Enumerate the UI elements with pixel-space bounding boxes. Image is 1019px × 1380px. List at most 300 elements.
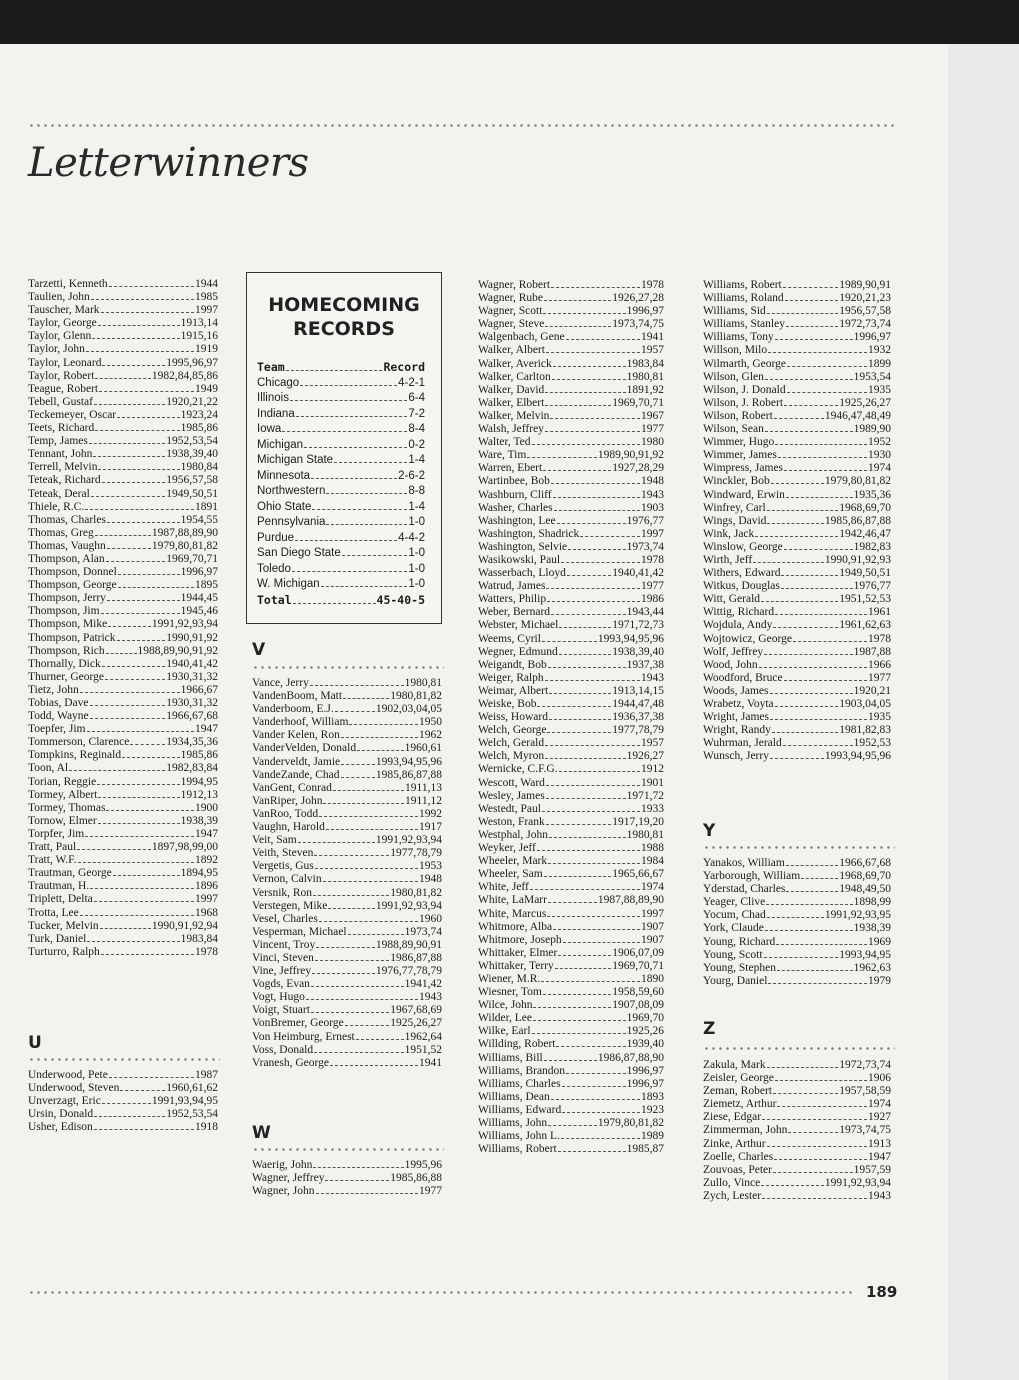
entry-name: Walker, Elbert: [478, 396, 545, 409]
letterwinner-row: [478, 685, 664, 698]
entry-years: 1966: [868, 658, 891, 671]
entry-name: Vogt, Hugo: [252, 991, 305, 1004]
entry-name: Wagner, Robert: [478, 279, 551, 291]
homecoming-title-line2: RECORDS: [293, 318, 395, 340]
letterwinner-row: [703, 936, 891, 949]
dash-leader: [102, 482, 166, 483]
dash-leader: [100, 928, 151, 929]
letterwinner-row: [703, 737, 891, 750]
entry-years: 1952,53: [853, 737, 891, 750]
dash-leader: [98, 325, 180, 326]
letterwinner-row: [478, 318, 664, 331]
dash-leader: [311, 1012, 389, 1013]
dash-leader: [314, 1052, 403, 1053]
dash-leader: [551, 483, 640, 484]
entry-years: 1990,91,92,93: [824, 553, 891, 566]
entry-years: 1996,97: [626, 1077, 664, 1090]
dash-leader: [766, 904, 852, 905]
entry-years: 1980,81: [626, 370, 664, 383]
dash-leader: [566, 339, 640, 340]
letterwinner-row: [28, 1082, 218, 1095]
dash-leader: [105, 679, 165, 680]
entry-name: Vernon, Calvin: [252, 873, 322, 886]
entry-years: 1-0: [408, 547, 425, 559]
entry-name: Wojtowicz, George: [703, 632, 792, 645]
entry-name: Wegner, Edmund: [478, 645, 558, 658]
dash-leader: [561, 1138, 640, 1139]
entry-name: Wartinbee, Bob: [478, 475, 550, 488]
entry-years: 1936,37,38: [612, 711, 664, 724]
dash-leader: [98, 797, 179, 798]
letterwinner-row: [252, 729, 442, 742]
letterwinner-row: [28, 632, 218, 645]
entry-years: 1896: [195, 880, 218, 893]
letterwinner-row: [252, 900, 442, 913]
section-v-rule: [252, 666, 444, 669]
entry-years: 1891,92: [626, 383, 664, 396]
dash-leader: [543, 994, 611, 995]
dash-leader: [80, 692, 180, 693]
entry-years: 1945,46: [180, 605, 218, 618]
entry-name: Willson, Milo: [703, 344, 768, 357]
entry-name: Tietz, John: [28, 683, 79, 696]
letterwinner-row: [478, 593, 664, 606]
entry-years: 1956,57,58: [166, 474, 218, 487]
letterwinner-row: [28, 671, 218, 684]
letterwinner-row: [703, 475, 891, 488]
entry-name: Wood, John: [703, 658, 758, 671]
dash-leader: [787, 392, 867, 393]
dash-leader: [312, 973, 375, 974]
entry-name: Toepfer, Jim: [28, 723, 86, 736]
entry-name: Weiger, Ralph: [478, 671, 544, 684]
entry-years: 1962: [419, 729, 442, 742]
letterwinner-row: [478, 619, 664, 632]
dash-leader: [316, 947, 375, 948]
letterwinner-row: [28, 579, 218, 592]
entry-name: Williams, Edward: [478, 1103, 562, 1116]
letterwinner-row: [28, 461, 218, 474]
letterwinner-row: [703, 606, 891, 619]
dash-leader: [775, 339, 853, 340]
entry-years: 1927: [868, 1111, 891, 1124]
entry-years: 1977: [868, 671, 891, 684]
entry-name: Teteak, Richard: [28, 474, 101, 487]
entry-years: 1991,93,94,95: [151, 1095, 218, 1108]
dash-leader: [781, 575, 838, 576]
letterwinner-row: [252, 965, 442, 978]
entry-years: 1907,08,09: [612, 999, 664, 1012]
dash-leader: [767, 1146, 867, 1147]
letterwinner-row: [703, 292, 891, 305]
letterwinner-row: [252, 939, 442, 952]
entry-years: 1946,47,48,49: [824, 409, 891, 422]
letterwinner-row: [252, 795, 442, 808]
letterwinner-row: [252, 756, 442, 769]
dash-leader: [341, 777, 375, 778]
entry-years: 1978: [641, 553, 664, 566]
letterwinner-row: [478, 646, 664, 659]
entry-years: 1986: [641, 593, 664, 606]
letterwinner-row: [703, 857, 891, 870]
entry-name: Wilson, Robert: [703, 409, 773, 422]
entry-years: 1990,91,92,94: [151, 919, 218, 932]
letterwinner-row: [478, 947, 664, 960]
letterwinner-row: [703, 1124, 891, 1137]
entry-years: 1965,66,67: [612, 868, 664, 881]
letterwinner-row: [478, 344, 664, 357]
dash-leader: [94, 901, 194, 902]
letterwinner-row: [478, 986, 664, 999]
entry-name: Westphal, John: [478, 828, 548, 841]
entry-name: Torian, Reggie: [28, 775, 97, 788]
entry-years: 1977: [419, 1185, 442, 1198]
entry-name: Withers, Edward: [703, 567, 781, 580]
dash-leader: [786, 891, 838, 892]
entry-years: 1943: [868, 1189, 891, 1202]
letterwinner-row: [28, 396, 218, 409]
letterwinner-row: [28, 501, 218, 514]
entry-years: 1986,87,88,90: [597, 1051, 664, 1064]
homecoming-row: [257, 484, 425, 500]
entry-name: Thompson, George: [28, 579, 117, 592]
entry-years: 1948,49,50: [839, 883, 891, 896]
entry-name: Unverzagt, Eric: [28, 1095, 101, 1108]
dash-leader: [555, 968, 611, 969]
entry-name: Vander Kelen, Ron: [252, 729, 340, 742]
entry-years: 1935: [868, 383, 891, 396]
entry-years: 1911,12: [405, 794, 442, 807]
dash-leader: [78, 862, 194, 863]
entry-years: 1894,95: [180, 867, 218, 880]
entry-name: Warren, Ebert: [478, 462, 543, 475]
entry-years: 1900: [195, 801, 218, 814]
entry-years: 1980,84: [180, 461, 218, 474]
entry-years: 1947: [868, 1150, 891, 1163]
entry-years: 1995,96: [404, 1159, 442, 1171]
homecoming-row: [257, 531, 425, 547]
entry-name: Michigan State: [257, 454, 334, 466]
letterwinner-row: [252, 1004, 442, 1017]
entry-name: Taylor, Robert: [28, 369, 95, 382]
dash-leader: [545, 431, 640, 432]
entry-years: 1938,39,40: [612, 645, 664, 658]
entry-years: 1952,53,54: [166, 435, 218, 448]
letterwinner-row: [28, 736, 218, 749]
page-number: 189: [866, 1283, 898, 1301]
entry-name: W. Michigan: [257, 578, 320, 590]
dash-leader: [548, 667, 626, 668]
dash-leader: [543, 313, 625, 314]
entry-years: 1926,27,28: [612, 292, 664, 305]
entry-years: 1973,74: [626, 540, 664, 553]
entry-name: Usher, Edison: [28, 1121, 93, 1134]
entry-name: Vanderhoof, William: [252, 716, 349, 729]
dash-leader: [345, 1025, 390, 1026]
letterwinner-row: [252, 926, 442, 939]
entry-years: 1923,24: [180, 408, 218, 421]
entry-years: 1996,97: [853, 331, 891, 344]
dash-leader: [781, 588, 853, 589]
entry-name: Taylor, Leonard: [28, 356, 102, 369]
entry-years: 1920,21,22: [166, 395, 218, 408]
entry-name: Wimpress, James: [703, 462, 784, 475]
list-w-part1: [252, 1159, 442, 1198]
dash-leader: [282, 431, 407, 432]
letterwinner-row: [252, 690, 442, 703]
letterwinner-row: [478, 1104, 664, 1117]
dash-leader: [313, 1167, 403, 1168]
entry-name: Ziese, Edgar: [703, 1111, 762, 1124]
dash-leader: [315, 868, 418, 869]
dash-leader: [95, 535, 151, 536]
letterwinner-row: [28, 330, 218, 343]
entry-years: 0-2: [408, 438, 425, 451]
section-letter-w: W: [252, 1123, 271, 1143]
letterwinner-row: [252, 1172, 442, 1185]
entry-years: 1969: [868, 935, 891, 948]
entry-name: Vanderboom, E.J.: [252, 703, 334, 716]
dash-leader: [566, 1073, 626, 1074]
entry-name: Williams, Dean: [478, 1090, 550, 1103]
dash-leader: [89, 443, 165, 444]
entry-years: 1967: [641, 409, 664, 422]
entry-years: 1939,40: [626, 1038, 664, 1051]
dash-leader: [767, 917, 824, 918]
letterwinner-row: [703, 1085, 891, 1098]
entry-years: 1993,94,95,96: [824, 750, 891, 763]
entry-years: 1948: [641, 475, 664, 488]
dash-leader: [323, 881, 418, 882]
entry-name: Zinke, Arthur: [703, 1137, 766, 1150]
entry-years: 1943: [419, 991, 442, 1004]
dash-leader: [785, 300, 839, 301]
entry-name: Pennsylvania: [257, 516, 326, 528]
entry-name: Weigandt, Bob: [478, 658, 547, 671]
entry-name: Wojdula, Andy: [703, 619, 773, 632]
dash-leader: [547, 601, 640, 602]
letterwinner-row: [28, 540, 218, 553]
dash-leader: [773, 1093, 838, 1094]
letterwinner-row: [478, 1078, 664, 1091]
dash-leader: [533, 1007, 611, 1008]
letterwinner-row: [478, 423, 664, 436]
letterwinner-row: [703, 423, 891, 436]
entry-name: San Diego State: [257, 547, 341, 559]
dash-leader: [786, 326, 838, 327]
dash-leader: [767, 523, 823, 524]
entry-years: 1989: [641, 1130, 664, 1143]
letterwinner-row: [478, 659, 664, 672]
entry-years: 7-2: [408, 407, 425, 420]
letterwinner-row: [703, 711, 891, 724]
letterwinner-row: [28, 592, 218, 605]
entry-years: 1943,44: [626, 606, 664, 619]
letterwinner-row: [478, 868, 664, 881]
letterwinner-row: [703, 1098, 891, 1111]
dash-leader: [762, 1198, 867, 1199]
entry-years: 1987,88,89,90: [151, 526, 218, 539]
entry-years: 1957: [641, 344, 664, 357]
dash-leader: [765, 431, 853, 432]
entry-name: Whitmore, Joseph: [478, 933, 562, 946]
homecoming-row: [257, 515, 425, 531]
entry-years: 1949: [195, 382, 218, 395]
dash-leader: [342, 555, 408, 556]
letterwinner-row: [28, 370, 218, 383]
entry-name: Tommerson, Clarence: [28, 736, 130, 749]
dash-leader: [333, 790, 404, 791]
letterwinner-row: [703, 410, 891, 423]
dash-leader: [768, 352, 867, 353]
entry-name: Zouvoas, Peter: [703, 1163, 772, 1176]
dash-leader: [784, 549, 853, 550]
dash-leader: [547, 732, 611, 733]
entry-years: 1981,82,83: [839, 724, 891, 737]
entry-years: 1951,52: [404, 1043, 442, 1056]
entry-years: 1993,94,95: [839, 948, 891, 961]
entry-name: Wilmarth, George: [703, 357, 786, 370]
letterwinner-row: [703, 975, 891, 988]
section-u-rule: [28, 1058, 220, 1061]
letterwinner-row: [28, 1069, 218, 1082]
letterwinner-row: [28, 343, 218, 356]
entry-years: 1993,94,95,96: [375, 755, 442, 768]
letterwinner-row: [252, 1185, 442, 1198]
letterwinner-row: [478, 803, 664, 816]
entry-name: Wilson, J. Donald: [703, 383, 786, 396]
dash-leader: [553, 929, 640, 930]
dash-leader: [95, 430, 179, 431]
dash-leader: [102, 1103, 151, 1104]
entry-years: 1957,59: [853, 1163, 891, 1176]
entry-name: Young, Richard: [703, 935, 776, 948]
entry-name: Wernicke, C.F.G.: [478, 763, 558, 776]
entry-years: 1920,21: [853, 684, 891, 697]
letterwinner-row: [478, 1038, 664, 1051]
entry-name: Voss, Donald: [252, 1043, 314, 1056]
entry-years: 1893: [641, 1090, 664, 1103]
dash-leader: [762, 1119, 867, 1120]
entry-years: 1974: [868, 462, 891, 475]
entry-name: Walker, Melvin: [478, 409, 550, 422]
letterwinner-row: [703, 567, 891, 580]
dash-leader: [775, 1080, 867, 1081]
letterwinner-row: [252, 873, 442, 886]
entry-years: 1978: [868, 632, 891, 645]
letterwinner-row: [478, 921, 664, 934]
entry-name: Thompson, Donnel: [28, 566, 117, 579]
entry-years: 1966,67: [180, 683, 218, 696]
entry-years: 1987,88: [853, 645, 891, 658]
letterwinner-row: [28, 776, 218, 789]
dash-leader: [563, 942, 640, 943]
dash-leader: [312, 509, 407, 510]
entry-name: Verstegen, Mike: [252, 899, 328, 912]
letterwinner-row: [703, 489, 891, 502]
homecoming-records-box: [246, 272, 442, 624]
entry-years: 1989,90,91,92: [597, 449, 664, 462]
entry-name: Walsh, Jeffrey: [478, 423, 544, 436]
letterwinner-row: [28, 684, 218, 697]
entry-years: 1943: [641, 671, 664, 684]
letterwinner-row: [252, 860, 442, 873]
entry-name: Taylor, George: [28, 317, 97, 330]
entry-years: 1974: [641, 881, 664, 894]
dash-leader: [113, 875, 180, 876]
letterwinner-row: [703, 449, 891, 462]
entry-name: Wink, Jack: [703, 527, 755, 540]
dash-leader: [773, 627, 838, 628]
entry-name: Windward, Erwin: [703, 488, 785, 501]
entry-name: Yourg, Daniel: [703, 974, 768, 987]
entry-name: Yeager, Clive: [703, 896, 766, 909]
entry-name: Terrell, Melvin: [28, 461, 98, 474]
dash-leader: [310, 685, 404, 686]
entry-name: Washington, Selvie: [478, 540, 568, 553]
dash-leader: [325, 1180, 389, 1181]
entry-name: Weiss, Howard: [478, 711, 548, 724]
section-letter-y: Y: [703, 821, 716, 841]
letterwinner-row: [28, 278, 218, 291]
list-w-part2: [478, 279, 664, 1156]
letterwinner-row: [28, 920, 218, 933]
entry-name: Indiana: [257, 407, 295, 420]
entry-years: 1903,04,05: [839, 698, 891, 710]
dash-leader: [326, 493, 407, 494]
section-letter-v: V: [252, 640, 266, 660]
dash-leader: [777, 1106, 867, 1107]
letterwinner-row: [478, 908, 664, 921]
dash-leader: [109, 1077, 194, 1078]
letterwinner-row: [478, 934, 664, 947]
dash-leader: [357, 750, 404, 751]
letterwinner-row: [703, 672, 891, 685]
entry-name: Thomas, Charles: [28, 513, 106, 526]
letterwinner-row: [703, 371, 891, 384]
dash-leader: [775, 444, 867, 445]
dash-leader: [106, 653, 137, 654]
dash-leader: [774, 1159, 867, 1160]
entry-years: 1953,54: [853, 370, 891, 383]
dash-leader: [102, 666, 166, 667]
dash-leader: [559, 771, 640, 772]
entry-years: 1960,61,62: [166, 1082, 218, 1095]
dash-leader: [786, 497, 853, 498]
entry-name: Welch, Gerald: [478, 737, 545, 750]
dash-leader: [87, 731, 195, 732]
dash-leader: [122, 757, 180, 758]
homecoming-row: [257, 438, 425, 454]
dash-leader: [548, 863, 640, 864]
letterwinner-row: [478, 331, 664, 344]
letterwinner-row: [478, 750, 664, 763]
dash-leader: [341, 764, 375, 765]
entry-name: Williams, Robert: [703, 279, 782, 291]
dash-leader: [118, 574, 180, 575]
entry-years: 1985,86: [180, 749, 218, 762]
section-z-rule: [703, 1047, 895, 1050]
dash-leader: [90, 888, 194, 889]
letterwinner-row: [478, 698, 664, 711]
dash-leader: [545, 758, 625, 759]
entry-years: 1892: [195, 854, 218, 867]
letterwinner-row: [703, 580, 891, 593]
letterwinner-row: [28, 907, 218, 920]
entry-name: Tornow, Elmer: [28, 814, 97, 827]
entry-name: Yocum, Chad: [703, 909, 766, 922]
letterwinner-row: [703, 659, 891, 672]
